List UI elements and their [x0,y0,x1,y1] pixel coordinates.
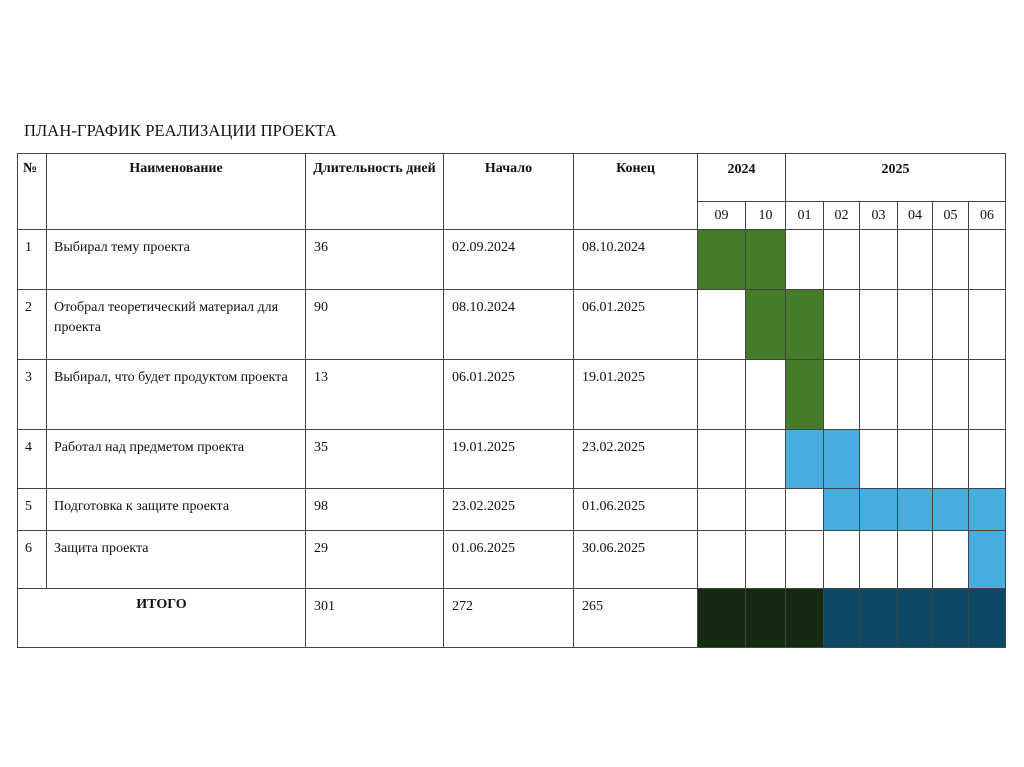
header-start: Начало [444,154,574,230]
gantt-empty-cell [933,360,969,430]
gantt-bar-cell [824,430,860,489]
task-name: Работал над предметом проекта [47,430,306,489]
gantt-total-cell [933,589,969,648]
gantt-empty-cell [898,290,933,360]
header-duration: Длительность дней [306,154,444,230]
gantt-bar-cell [698,230,746,290]
month-header-03: 03 [860,202,898,230]
task-duration: 13 [306,360,444,430]
task-duration: 36 [306,230,444,290]
gantt-total-cell [860,589,898,648]
gantt-empty-cell [786,531,824,589]
gantt-empty-cell [786,489,824,531]
gantt-bar-cell [786,430,824,489]
task-duration: 29 [306,531,444,589]
gantt-bar-cell [746,290,786,360]
gantt-total-cell [969,589,1006,648]
gantt-empty-cell [698,489,746,531]
table-row [18,430,1006,489]
gantt-bar-cell [898,489,933,531]
gantt-empty-cell [746,360,786,430]
task-name: Выбирал, что будет продуктом проекта [47,360,306,430]
task-num: 5 [18,489,47,531]
header-year-2025: 2025 [786,154,1006,202]
task-duration: 98 [306,489,444,531]
gantt-bar-cell [969,531,1006,589]
gantt-empty-cell [969,230,1006,290]
gantt-total-cell [898,589,933,648]
gantt-total-cell [824,589,860,648]
gantt-empty-cell [933,430,969,489]
gantt-empty-cell [898,430,933,489]
gantt-bar-cell [746,230,786,290]
task-start: 23.02.2025 [444,489,574,531]
task-name: Подготовка к защите проекта [47,489,306,531]
gantt-empty-cell [933,290,969,360]
gantt-empty-cell [746,531,786,589]
task-start: 08.10.2024 [444,290,574,360]
gantt-empty-cell [898,531,933,589]
table-row [18,360,1006,430]
gantt-empty-cell [969,290,1006,360]
gantt-empty-cell [786,230,824,290]
task-num: 1 [18,230,47,290]
gantt-empty-cell [698,430,746,489]
gantt-total-cell [746,589,786,648]
gantt-empty-cell [898,360,933,430]
month-header-02: 02 [824,202,860,230]
total-label: ИТОГО [18,589,306,648]
task-name: Защита проекта [47,531,306,589]
gantt-empty-cell [746,430,786,489]
task-num: 6 [18,531,47,589]
gantt-empty-cell [933,230,969,290]
task-duration: 90 [306,290,444,360]
task-name: Отобрал теоретический материал для проекта [47,290,306,360]
header-name: Наименование [47,154,306,230]
gantt-bar-cell [933,489,969,531]
total-duration: 301 [306,589,444,648]
gantt-empty-cell [860,230,898,290]
table-row [18,531,1006,589]
task-num: 2 [18,290,47,360]
header-num: № [18,154,47,230]
header-year-2024: 2024 [698,154,786,202]
gantt-empty-cell [746,489,786,531]
task-end: 06.01.2025 [574,290,698,360]
total-row [18,589,1006,648]
gantt-empty-cell [933,531,969,589]
task-num: 4 [18,430,47,489]
month-header-01: 01 [786,202,824,230]
task-name: Выбирал тему проекта [47,230,306,290]
task-end: 19.01.2025 [574,360,698,430]
gantt-empty-cell [824,290,860,360]
month-header-05: 05 [933,202,969,230]
gantt-bar-cell [860,489,898,531]
gantt-total-cell [698,589,746,648]
task-end: 23.02.2025 [574,430,698,489]
gantt-bar-cell [786,360,824,430]
gantt-empty-cell [698,531,746,589]
page-title: ПЛАН-ГРАФИК РЕАЛИЗАЦИИ ПРОЕКТА [24,121,337,140]
table-row [18,489,1006,531]
header-row [18,154,1006,202]
project-schedule-table [17,153,1006,648]
gantt-empty-cell [969,360,1006,430]
table-row [18,230,1006,290]
task-end: 01.06.2025 [574,489,698,531]
table-row [18,290,1006,360]
task-start: 06.01.2025 [444,360,574,430]
task-num: 3 [18,360,47,430]
gantt-empty-cell [898,230,933,290]
gantt-empty-cell [860,430,898,489]
gantt-empty-cell [824,531,860,589]
month-header-09: 09 [698,202,746,230]
month-header-04: 04 [898,202,933,230]
gantt-empty-cell [698,360,746,430]
total-end: 265 [574,589,698,648]
task-end: 08.10.2024 [574,230,698,290]
gantt-bar-cell [969,489,1006,531]
gantt-empty-cell [969,430,1006,489]
gantt-bar-cell [824,489,860,531]
gantt-empty-cell [860,290,898,360]
task-duration: 35 [306,430,444,489]
gantt-empty-cell [860,360,898,430]
gantt-bar-cell [786,290,824,360]
gantt-total-cell [786,589,824,648]
gantt-empty-cell [824,360,860,430]
month-header-06: 06 [969,202,1006,230]
task-start: 19.01.2025 [444,430,574,489]
gantt-empty-cell [698,290,746,360]
month-header-10: 10 [746,202,786,230]
gantt-empty-cell [824,230,860,290]
header-end: Конец [574,154,698,230]
total-start: 272 [444,589,574,648]
task-end: 30.06.2025 [574,531,698,589]
task-start: 02.09.2024 [444,230,574,290]
task-start: 01.06.2025 [444,531,574,589]
gantt-empty-cell [860,531,898,589]
